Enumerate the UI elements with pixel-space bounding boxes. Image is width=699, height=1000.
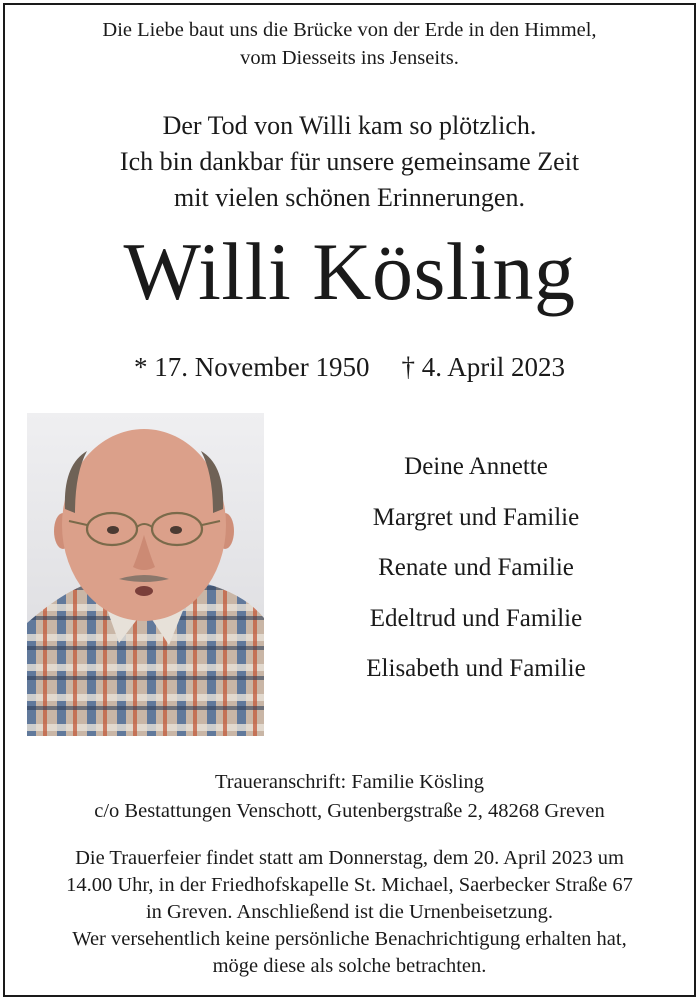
- address-line-1: Traueranschrift: Familie Kösling: [214, 771, 485, 793]
- ceremony-line-5: möge diese als solche betrachten.: [212, 955, 487, 977]
- mourning-address: [0, 768, 699, 826]
- mourners-list: [290, 448, 662, 701]
- verse: [0, 108, 699, 216]
- ceremony-line-3: in Greven. Anschließend ist die Urnenbeisetzung.: [145, 901, 554, 923]
- mourner-item: Renate und Familie: [378, 554, 574, 581]
- portrait-photo: [27, 413, 264, 736]
- ceremony-line-2: 14.00 Uhr, in der Friedhofskapelle St. Michael, Saerbecker Straße 67: [66, 874, 633, 896]
- mourner-item: Edeltrud und Familie: [369, 604, 583, 632]
- verse-line-2: Ich bin dankbar für unsere gemeinsame Zeit: [119, 147, 580, 176]
- ceremony-line-4: Wer versehentlich keine persönliche Benachrichtigung erhalten hat,: [72, 928, 627, 950]
- birth-date: * 17. November 1950: [134, 352, 370, 382]
- address-line-2: c/o Bestattungen Venschott, Gutenbergstraße 2, 48268 Greven: [94, 800, 605, 822]
- mourner-item: Margret und Familie: [372, 503, 580, 531]
- ceremony-line-1: Die Trauerfeier findet statt am Donnerstag, dem 20. April 2023 um: [75, 847, 624, 869]
- deceased-name: Willi Kösling: [123, 226, 576, 317]
- motto-line-1: Die Liebe baut uns die Brücke von der Erde in den Himmel,: [102, 19, 597, 41]
- mourner-item: Elisabeth und Familie: [366, 655, 586, 682]
- verse-line-1: Der Tod von Willi kam so plötzlich.: [162, 111, 537, 140]
- life-dates: [0, 350, 699, 384]
- mourner-item: Deine Annette: [404, 453, 548, 480]
- motto: [0, 16, 699, 72]
- verse-line-3: mit vielen schönen Erinnerungen.: [174, 183, 525, 212]
- death-date: † 4. April 2023: [401, 352, 565, 382]
- ceremony-notice: [0, 845, 699, 980]
- motto-line-2: vom Diesseits ins Jenseits.: [240, 47, 459, 69]
